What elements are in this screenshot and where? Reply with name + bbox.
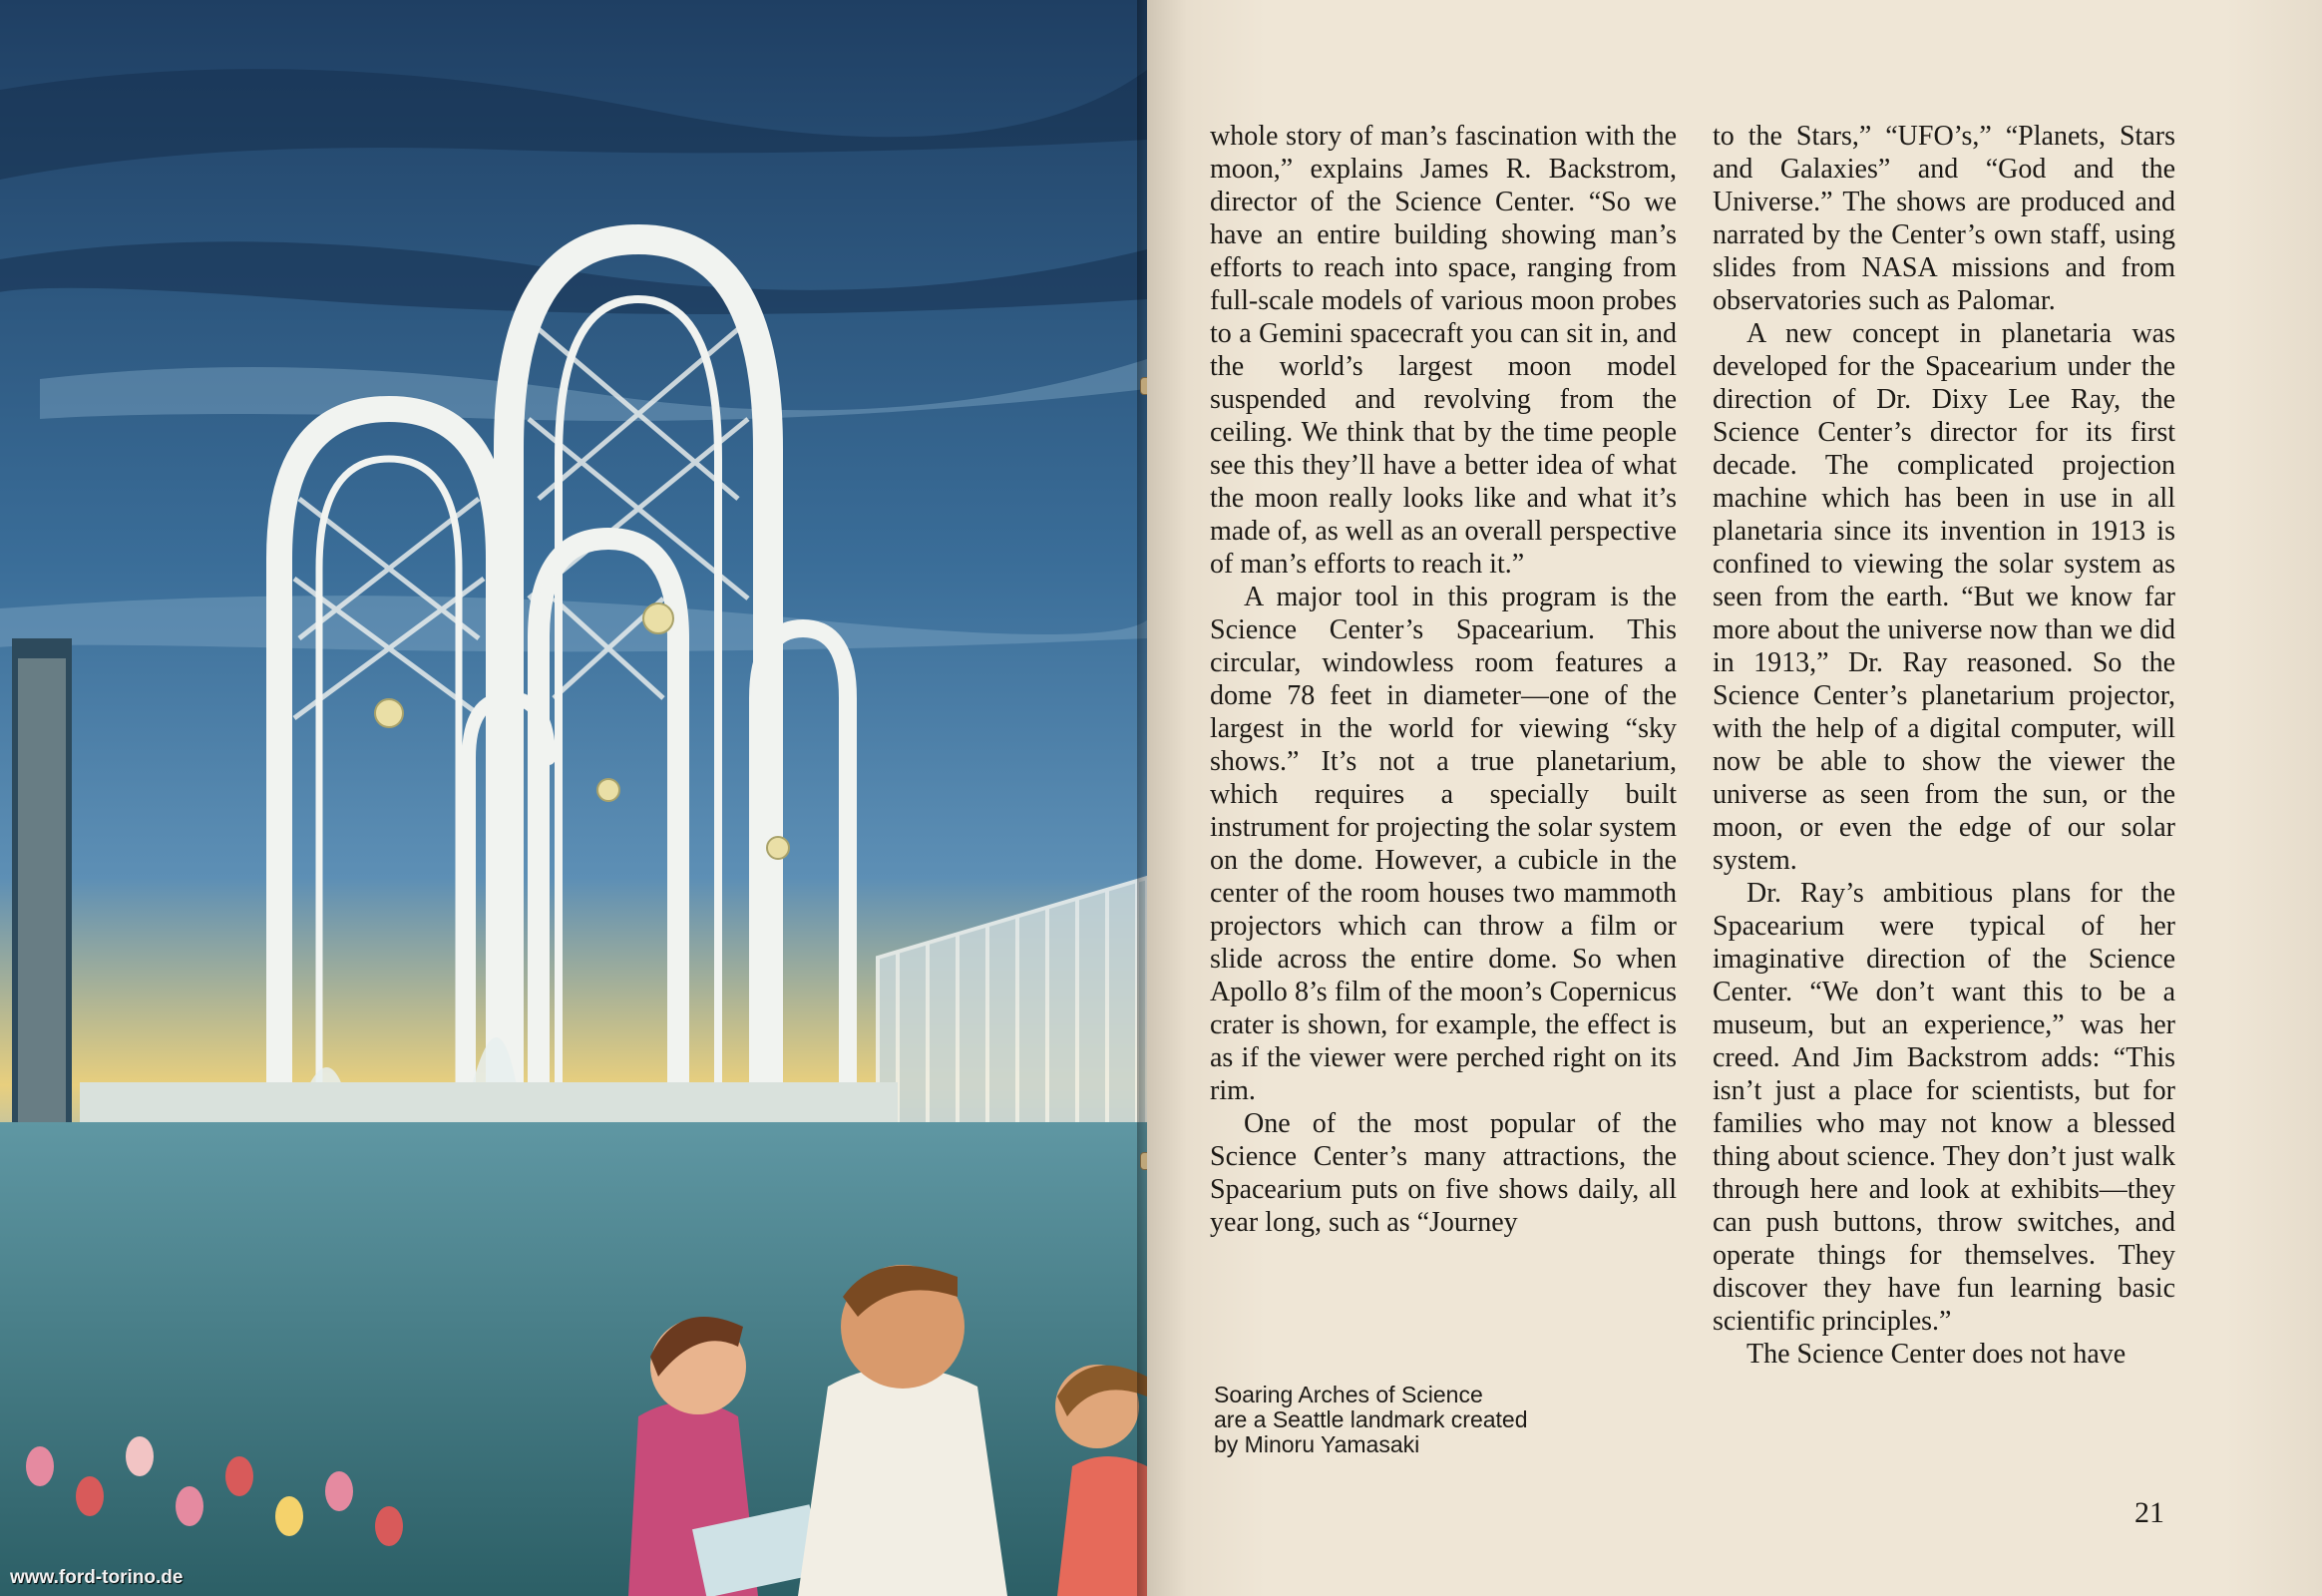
caption-line: by Minoru Yamasaki [1214, 1431, 1420, 1457]
article-column-2 [1713, 120, 2175, 1371]
plaza-deck [80, 1082, 898, 1122]
illustration-caption [1214, 1383, 1633, 1457]
paragraph: whole story of man’s fascination with the moon,” explains James R. Backstrom, director of the Science Center. “So we have an entire building showing man’s efforts to reach into space, ranging from full-scale models of various moon probes to a Gemini spacecraft you can sit in, and the world’s largest moon model suspended and revolving from the ceiling. We think that by the time people see this they’ll have a better idea of what the moon really looks like and what it’s made of, as well as an overall perspective of man’s efforts to reach it.” [1210, 121, 1677, 580]
article-column-1 [1210, 120, 1677, 1239]
arches-illustration [0, 0, 1147, 1596]
paragraph: One of the most popular of the Science Center’s many attractions, the Spacearium puts on five shows daily, all year long, such as “Journey [1210, 1108, 1677, 1238]
paragraph: Dr. Ray’s ambitious plans for the Spacearium were typical of her imaginative direction of the Science Center. “We don’t want this to be a museum, but an experience,” was her creed. And Jim Backstrom adds: “This isn’t just a place for scientists, but for families who may not know a blessed thing about science. They don’t just walk through here and look at exhibits—they can push buttons, throw switches, and operate things for themselves. They discover they have fun learning basic scientific principles.” [1713, 878, 2175, 1337]
illustration-page [0, 0, 1147, 1596]
page-number: 21 [2134, 1496, 2164, 1529]
paragraph: A new concept in planetaria was developed for the Spacearium under the direction of Dr. Dixy Lee Ray, the Science Center’s director for its first decade. The complicated projection machine which has been in use in all planetaria since its invention in 1913 is confined to viewing the solar system as seen from the earth. “But we know far more about the universe now than we did in 1913,” Dr. Ray reasoned. So the Science Center’s planetarium projector, with the help of a digital computer, will now be able to show the viewer the universe as seen from the sun, or the moon, or even the edge of our solar system. [1713, 318, 2175, 876]
paragraph: A major tool in this program is the Science Center’s Spacearium. This circular, windowless room features a dome 78 feet in diameter—one of the largest in the world for viewing “sky shows.” It’s not a true planetarium, which requires a specially built instrument for projecting the solar system on the dome. However, a cubicle in the center of the room houses two mammoth projectors which can throw a film or slide across the entire dome. So when Apollo 8’s film of the moon’s Copernicus crater is shown, for example, the effect is as if the viewer were perched right on its rim. [1210, 582, 1677, 1106]
paragraph: to the Stars,” “UFO’s,” “Planets, Stars and Galaxies” and “God and the Universe.” The shows are produced and narrated by the Center’s own staff, using slides from NASA missions and from observatories such as Palomar. [1713, 121, 2175, 316]
watermark: www.ford-torino.de [10, 1567, 184, 1588]
caption-line: Soaring Arches of Science [1214, 1382, 1483, 1407]
paragraph: The Science Center does not have [1746, 1339, 2127, 1370]
caption-line: are a Seattle landmark created [1214, 1406, 1528, 1432]
